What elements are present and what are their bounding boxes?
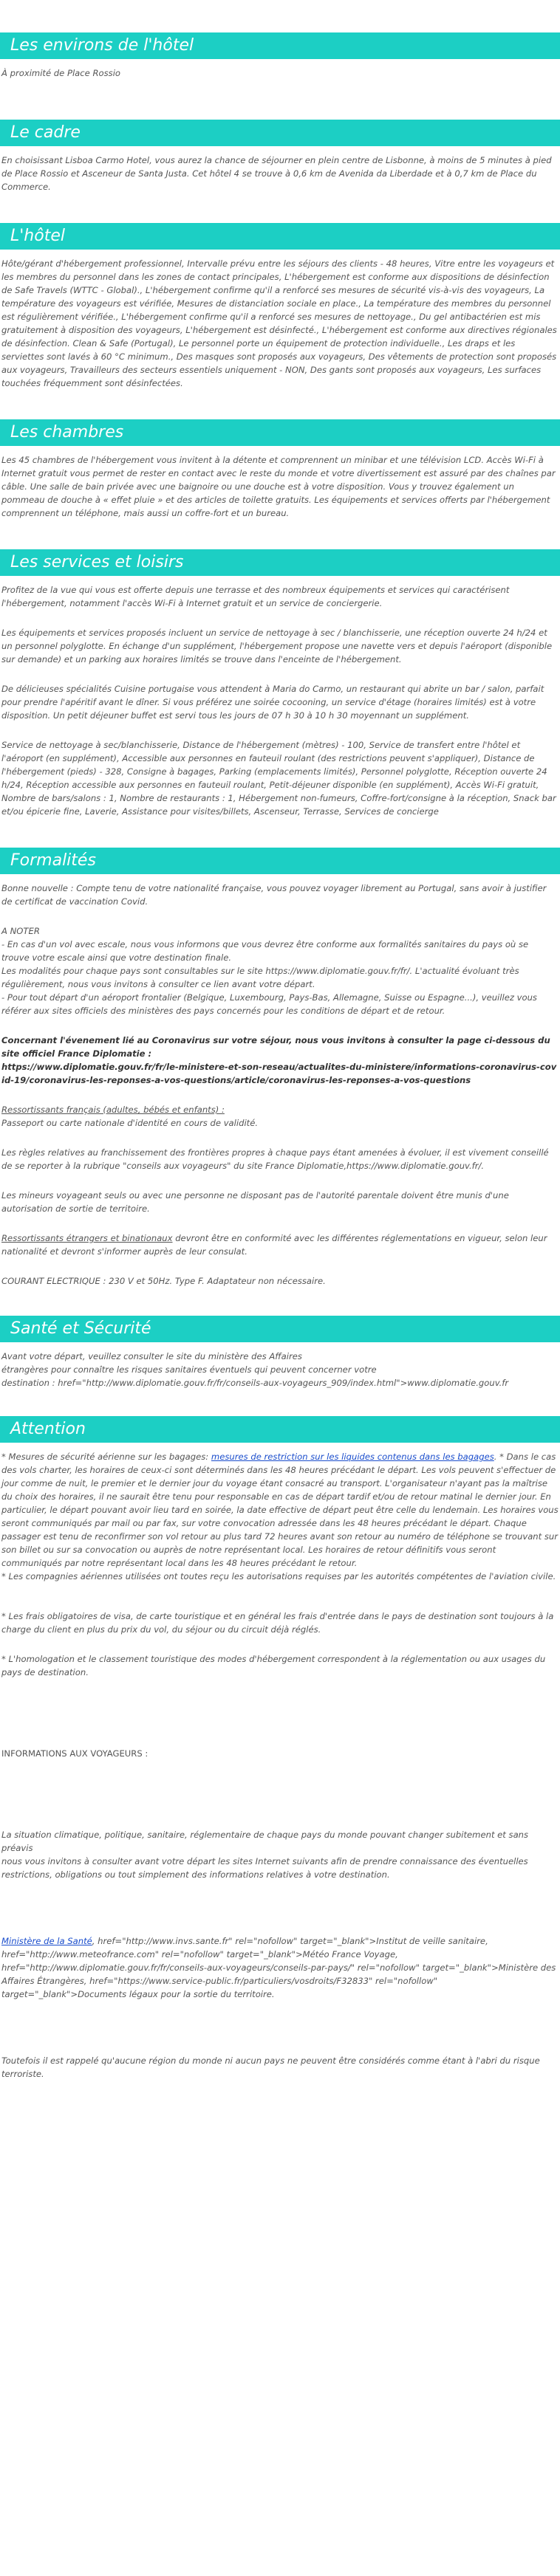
- charter-text: . * Dans le cas des vols charter, les horaires de ceux-ci sont déterminés dans les 48 heures précédant le départ. Les vols peuvent s'effectuer de jour comme de nuit, le premier et le dernier jour du voyage étant consacré au transport. L'organisateur n'ayant pas la maîtrise du choix des horaires, il ne saurait être tenu pour responsable en cas de départ tardif et/ou de retour matinal le dernier jour. En particulier, le départ pouvant avoir lieu tard en soirée, la date effective de départ peut être celle du lendemain. Les horaires vous seront communiqués par mail ou par fax, sur votre convocation adressée dans les 48 heures précédant le départ. Chaque passager est tenu de reconfirmer son vol retour au plus tard 72 heures avant son retour au numéro de téléphone se trouvant sur son billet ou sur sa convocation ou auprès de notre représentant local. Les horaires de retour définitifs vous seront communiqués par notre représentant local dans les 48 heures précédant le retour.: [1, 1452, 559, 1568]
- section-title-attention: Attention: [0, 1416, 560, 1443]
- section-chambres: [0, 419, 560, 520]
- section-sante: [0, 1316, 560, 1390]
- mineurs-text: Les mineurs voyageant seuls ou avec une personne ne disposant pas de l'autorité parentale doivent être munis d'une autorisation de sortie de territoire.: [1, 1190, 509, 1214]
- note-modalites: Les modalités pour chaque pays sont consultables sur le site https://www.diplomatie.gouv.fr/fr/. L'actualité évoluant très régulièrement, nous vous invitons à consulter ce lien avant votre départ.: [1, 966, 519, 989]
- chambres-text: Les 45 chambres de l'hébergement vous invitent à la détente et comprennent un minibar et une télévision LCD. Accès Wi-Fi à Internet gratuit vous permet de rester en contact avec le reste du monde et votre divertissement est assuré par des chaînes par câble. Une salle de bain privée avec une baignoire ou une douche est à votre disposition. Vous y trouvez également un pommeau de douche à « effet pluie » et des articles de toilette gratuits. Les équipements et services offerts par l'hébergement comprennent un téléphone, mais aussi un coffre-fort et un bureau.: [1, 455, 556, 518]
- ressortissants-fr-label: Ressortissants français (adultes, bébés et enfants) :: [1, 1105, 225, 1115]
- section-cadre: [0, 120, 560, 193]
- section-title-formalites: Formalités: [0, 848, 560, 874]
- services-equipment: Les équipements et services proposés incluent un service de nettoyage à sec / blanchisserie, une réception ouverte 24 h/24 et un personnel polyglotte. En échange d'un supplément, l'hébergement propose une navette vers et depuis l'aéroport (disponible sur demande) et un parking aux horaires limités se trouve dans l'enceinte de l'hébergement.: [1, 628, 553, 664]
- attention-compagnies: * Les compagnies aériennes utilisées ont toutes reçu les autorisations requises par les autorités compétentes de l'aviation civile.: [1, 1571, 556, 1581]
- section-title-sante: Santé et Sécurité: [0, 1316, 560, 1342]
- services-list: Service de nettoyage à sec/blanchisserie, Distance de l'hébergement (mètres) - 100, Service de transfert entre l'hôtel et l'aéroport (en supplément), Accessible aux personnes en fauteuil roulant (des restrictions peuvent s'appliquer), Distance de l'hébergement (pieds) - 328, Consigne à bagages, Parking (emplacements limités), Personnel polyglotte, Réception ouverte 24 h/24, Réception accessible aux personnes en fauteuil roulant, Petit-déjeuner disponible (en supplément), Accès Wi-Fi gratuit, Nombre de bars/salons : 1, Nombre de restaurants : 1, Hébergement non-fumeurs, Coffre-fort/consigne à la réception, Snack bar et/ou épicerie fine, Laverie, Assistance pour visites/billets, Ascenseur, Terrasse, Services de concierge: [1, 740, 556, 817]
- info-voyageurs-title: INFORMATIONS AUX VOYAGEURS :: [1, 1748, 148, 1759]
- formalites-intro: Bonne nouvelle : Compte tenu de votre nationalité française, vous pouvez voyager librement au Portugal, sans avoir à justifier de certificat de vaccination Covid.: [1, 883, 547, 907]
- note-title: A NOTER: [1, 926, 40, 936]
- section-title-chambres: Les chambres: [0, 419, 560, 446]
- section-hotel: [0, 223, 560, 390]
- cadre-text: En choisissant Lisboa Carmo Hotel, vous aurez la chance de séjourner en plein centre de Lisbonne, à moins de 5 minutes à pied de Place Rossio et Asceneur de Santa Justa. Cet hôtel 4 se trouve à 0,6 km de Avenida da Liberdade et à 0,7 km de Place du Commerce.: [1, 155, 552, 192]
- section-title-services: Les services et loisirs: [0, 549, 560, 576]
- attention-bagages: [1, 1450, 559, 1570]
- sante-line-1: Avant votre départ, veuillez consulter le site du ministère des Affaires: [1, 1351, 302, 1361]
- sante-line-2: étrangères pour connaître les risques sanitaires éventuels qui peuvent concerner votre: [1, 1364, 377, 1375]
- etrangers-paragraph: [1, 1232, 559, 1258]
- sites-officiels: [1, 1934, 559, 2001]
- ressortissants-fr-text: Passeport ou carte nationale d'identité en cours de validité.: [1, 1118, 259, 1128]
- etrangers-text: devront être en conformité avec les différentes réglementations en vigueur, selon leur nationalité et devront s'informer auprès de leur consulat.: [1, 1233, 547, 1257]
- courant-electrique: COURANT ELECTRIQUE : 230 V et 50Hz. Type F. Adaptateur non nécessaire.: [1, 1276, 326, 1286]
- regles-frontieres: Les règles relatives au franchissement des frontières propres à chaque pays étant amenées à évoluer, il est vivement conseillé de se reporter à la rubrique "conseils aux voyageurs" du site France Diplomatie,https://www.diplomatie.gouv.fr/.: [1, 1147, 549, 1171]
- attention-homologation: * L'homologation et le classement touristique des modes d'hébergement correspondent à la réglementation ou aux usages du pays de destination.: [1, 1654, 546, 1677]
- section-attention: [0, 1416, 560, 2081]
- services-restaurant: De délicieuses spécialités Cuisine portugaise vous attendent à Maria do Carmo, un restaurant qui abrite un bar / salon, parfait pour prendre l'apéritif avant le dîner. Si vous préférez une soirée cocooning, un service d'étage (horaires limités) est à votre disposition. Un petit déjeuner buffet est servi tous les jours de 07 h 30 à 10 h 30 moyennant un supplément.: [1, 684, 544, 721]
- services-intro: Profitez de la vue qui vous est offerte depuis une terrasse et des nombreux équipements et services qui caractérisent l'hébergement, notamment l'accès Wi-Fi à Internet gratuit et un service de conciergerie.: [1, 585, 510, 608]
- sites-officiels-text: , href="http://www.invs.sante.fr" rel="nofollow" target="_blank">Institut de veille sanitaire, href="http://www.meteofrance.com" rel="nofollow" target="_blank">Météo France Voyage, href="http://www.diplomatie.gouv.fr/fr/conseils-aux-voyageurs/conseils-par-pays/" rel="nofollow" target="_blank">Ministère des Affaires Étrangères, href="https://www.service-public.fr/particuliers/vosdroits/F32833" rel="nofollow" target="_blank">Documents légaux pour la sortie du territoire.: [1, 1936, 556, 1999]
- etrangers-label: Ressortissants étrangers et binationaux: [1, 1233, 173, 1243]
- info-voyageurs-1: La situation climatique, politique, sanitaire, réglementaire de chaque pays du monde pouvant changer subitement et sans préavis: [1, 1830, 529, 1853]
- sante-line-3: destination : href="http://www.diplomatie.gouv.fr/fr/conseils-aux-voyageurs_909/index.html">www.diplomatie.gouv.fr: [1, 1378, 509, 1388]
- covid-notice: Concernant l'évenement lié au Coronavirus sur votre séjour, nous vous invitons à consulter la page ci-dessous du site officiel France Diplomatie :: [1, 1035, 550, 1059]
- section-formalites: [0, 848, 560, 1288]
- liquides-restriction-link[interactable]: mesures de restriction sur les liquides contenus dans les bagages: [211, 1452, 494, 1462]
- bagages-prefix: * Mesures de sécurité aérienne sur les bagages:: [1, 1452, 211, 1462]
- section-title-environs: Les environs de l'hôtel: [0, 32, 560, 59]
- attention-visa: * Les frais obligatoires de visa, de carte touristique et en général les frais d'entrée dans le pays de destination sont toujours à la charge du client en plus du prix du vol, du séjour ou du circuit déjà réglés.: [1, 1611, 554, 1635]
- ministere-sante-link[interactable]: Ministère de la Santé: [1, 1936, 92, 1946]
- covid-url[interactable]: https://www.diplomatie.gouv.fr/fr/le-ministere-et-son-reseau/actualites-du-ministere/informations-coronavirus-covid-19/coronavirus-les-reponses-a-vos-questions/article/coronavirus-les-reponses-a-vos-questions: [1, 1062, 557, 1085]
- section-title-cadre: Le cadre: [0, 120, 560, 146]
- section-services: [0, 549, 560, 818]
- risque-terroriste: Toutefois il est rappelé qu'aucune région du monde ni aucun pays ne peuvent être considérés comme étant à l'abri du risque terroriste.: [1, 2055, 540, 2079]
- info-voyageurs-2: nous vous invitons à consulter avant votre départ les sites Internet suivants afin de prendre connaissance des éventuelles restrictions, obligations ou tout simplement des informations relatives à votre destination.: [1, 1856, 528, 1880]
- section-environs: [0, 0, 560, 80]
- note-aeroport: - Pour tout départ d'un aéroport frontalier (Belgique, Luxembourg, Pays-Bas, Allemagne, Suisse ou Espagne...), veuillez vous référer aux sites officiels des ministères des pays concernés pour les conditions de départ et de retour.: [1, 992, 537, 1016]
- environs-text: À proximité de Place Rossio: [1, 68, 121, 78]
- section-title-hotel: L'hôtel: [0, 223, 560, 250]
- note-escale: - En cas d'un vol avec escale, nous vous informons que vous devrez être conforme aux formalités sanitaires du pays où se trouve votre escale ainsi que votre destination finale.: [1, 939, 529, 963]
- hotel-text: Hôte/gérant d'hébergement professionnel, Intervalle prévu entre les séjours des clients - 48 heures, Vitre entre les voyageurs et les membres du personnel dans les zones de contact principales, L'hébergement est conforme aux dispositions de désinfection de Safe Travels (WTTC - Global)., L'hébergement confirme qu'il a renforcé ses mesures de sécurité vis-à-vis des voyageurs, La température des voyageurs est vérifiée, Mesures de distanciation sociale en place., La température des membres du personnel est régulièrement vérifiée., L'hébergement confirme qu'il a renforcé ses mesures de nettoyage., Du gel antibactérien est mis gratuitement à disposition des voyageurs, L'hébergement est désinfecté., L'hébergement est conforme aux directives régionales de désinfection. Clean & Safe (Portugal), Le personnel porte un équipement de protection individuelle., Les draps et les serviettes sont lavés à 60 °C minimum., Des masques sont proposés aux voyageurs, Des vêtements de protection sont proposés aux voyageurs, Travailleurs des secteurs essentiels uniquement - NON, Des gants sont proposés aux voyageurs, Les surfaces touchées fréquemment sont désinfectées.: [1, 258, 557, 388]
